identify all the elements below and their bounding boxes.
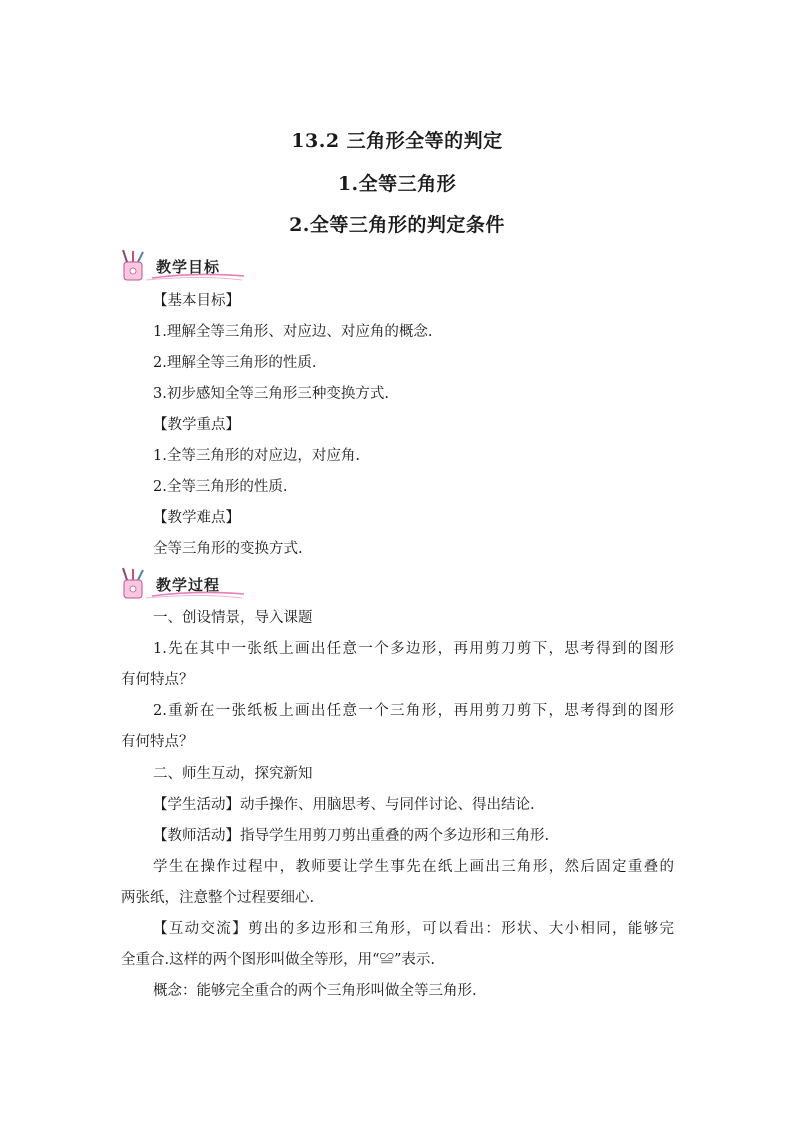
step2-heading: 二、师生互动，探究新知 <box>153 766 313 782</box>
exchange-line1: 【互动交流】剪出的多边形和三角形，可以看出：形状、大小相同，能够完 <box>153 921 674 937</box>
process-banner <box>116 566 246 602</box>
objectives-banner <box>116 248 246 284</box>
key-points-heading: 【教学重点】 <box>153 417 240 433</box>
main-title: 13.2 三角形全等的判定 <box>291 130 503 152</box>
objectives-banner-label: 教学目标 <box>156 258 221 276</box>
teacher-activity: 【教师活动】指导学生用剪刀剪出重叠的两个多边形和三角形. <box>153 828 550 844</box>
process-banner-label: 教学过程 <box>156 576 221 594</box>
step1-heading: 一、创设情景，导入课题 <box>153 610 313 626</box>
subtitle-2: 2.全等三角形的判定条件 <box>289 214 505 236</box>
key-point-item: 1.全等三角形的对应边，对应角. <box>153 448 360 464</box>
difficulty-item: 全等三角形的变换方式. <box>153 541 303 557</box>
operation-line1: 学生在操作过程中，教师要让学生事先在纸上画出三角形，然后固定重叠的 <box>153 859 674 875</box>
student-activity: 【学生活动】动手操作、用脑思考、与同伴讨论、得出结论. <box>153 797 535 813</box>
concept-definition: 概念：能够完全重合的两个三角形叫做全等三角形. <box>153 983 477 999</box>
exchange-line2: 全重合.这样的两个图形叫做全等形，用“≌”表示. <box>121 952 436 968</box>
key-point-item: 2.全等三角形的性质. <box>153 479 288 495</box>
difficulty-heading: 【教学难点】 <box>153 510 240 526</box>
basic-objective-item: 1.理解全等三角形、对应边、对应角的概念. <box>153 324 433 340</box>
step1-paragraph1-line2: 有何特点？ <box>121 672 194 688</box>
basic-objective-item: 3.初步感知全等三角形三种变换方式. <box>153 386 389 402</box>
subtitle-1: 1.全等三角形 <box>337 173 457 195</box>
step1-paragraph2-line2: 有何特点？ <box>121 734 194 750</box>
operation-line2: 两张纸，注意整个过程要细心. <box>121 890 315 906</box>
step1-paragraph2-line1: 2.重新在一张纸板上画出任意一个三角形，再用剪刀剪下，思考得到的图形 <box>153 703 674 719</box>
step1-paragraph1-line1: 1.先在其中一张纸上画出任意一个多边形，再用剪刀剪下，思考得到的图形 <box>153 641 674 657</box>
basic-objective-item: 2.理解全等三角形的性质. <box>153 355 317 371</box>
basic-objectives-heading: 【基本目标】 <box>153 293 240 309</box>
